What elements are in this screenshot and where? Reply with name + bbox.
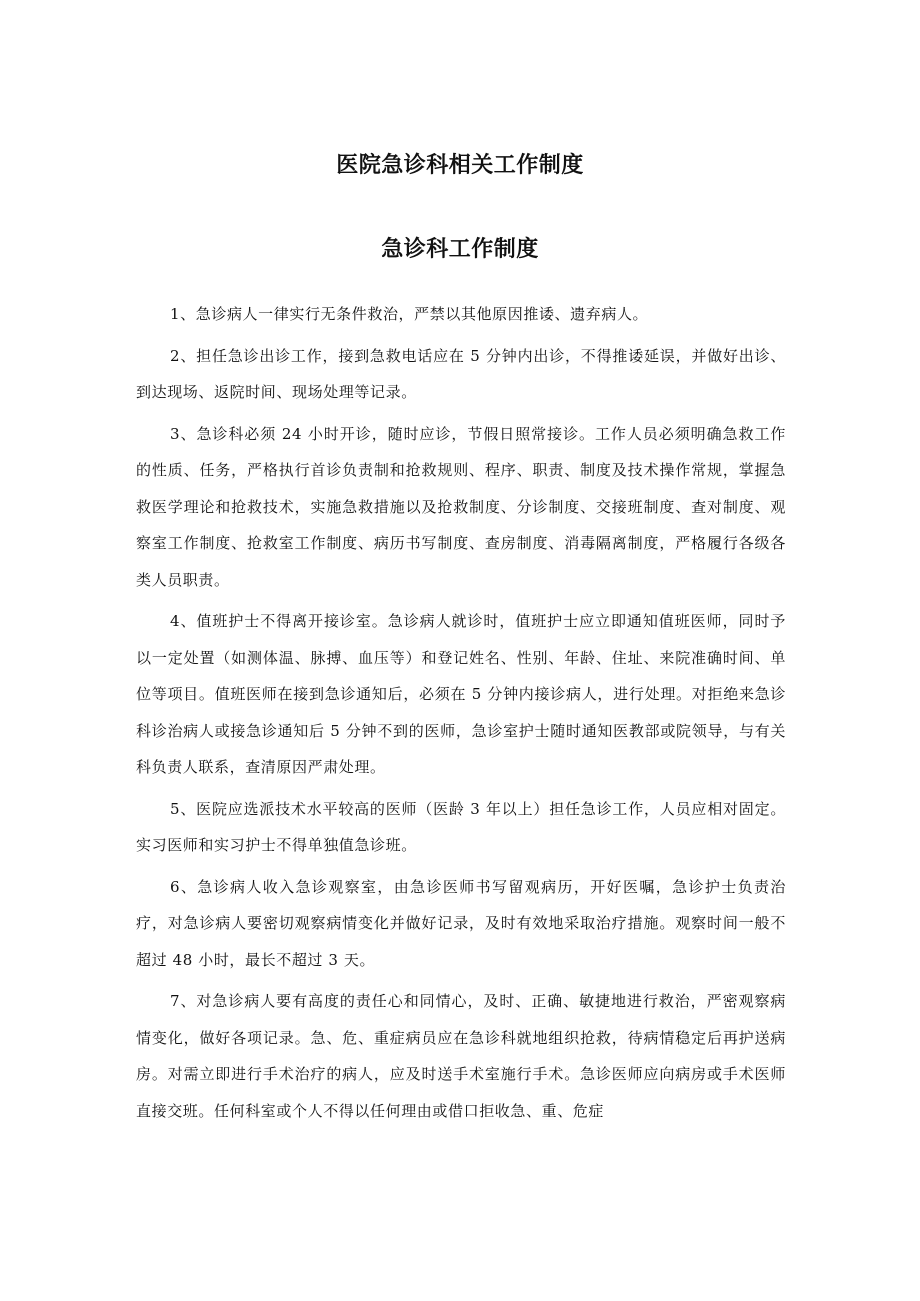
paragraph-2: 2、担任急诊出诊工作，接到急救电话应在 5 分钟内出诊，不得推诿延误，并做好出诊、到达现场、返院时间、现场处理等记录。 xyxy=(136,346,786,401)
paragraph-3: 3、急诊科必须 24 小时开诊，随时应诊，节假日照常接诊。工作人员必须明确急救工作的性质、任务，严格执行首诊负责制和抢救规则、程序、职责、制度及技术操作常规，掌握急救医学理论和抢救技术，实施急救措施以及抢救制度、分诊制度、交接班制度、查对制度、观察室工作制度、抢救室工作制度、病历书写制度、查房制度、消毒隔离制度，严格履行各级各类人员职责。 xyxy=(136,424,786,589)
paragraph-7: 7、对急诊病人要有高度的责任心和同情心，及时、正确、敏捷地进行救治，严密观察病情变化，做好各项记录。急、危、重症病员应在急诊科就地组织抢救，待病情稳定后再护送病房。对需立即进行手术治疗的病人，应及时送手术室施行手术。急诊医师应向病房或手术医师直接交班。任何科室或个人不得以任何理由或借口拒收急、重、危症 xyxy=(136,992,786,1120)
section-title: 急诊科工作制度 xyxy=(381,237,539,262)
paragraph-6: 6、急诊病人收入急诊观察室，由急诊医师书写留观病历，开好医嘱，急诊护士负责治疗，对急诊病人要密切观察病情变化并做好记录，及时有效地采取治疗措施。观察时间一般不超过 48 小时，最长不超过 3 天。 xyxy=(136,877,786,969)
document-body xyxy=(136,296,786,1134)
paragraph-4: 4、值班护士不得离开接诊室。急诊病人就诊时，值班护士应立即通知值班医师，同时予以一定处置（如测体温、脉搏、血压等）和登记姓名、性别、年龄、住址、来院准确时间、单位等项目。值班医师在接到急诊通知后，必须在 5 分钟内接诊病人，进行处理。对拒绝来急诊科诊治病人或接急诊通知后 5 分钟不到的医师，急诊室护士随时通知医教部或院领导，与有关科负责人联系，查清原因严肃处理。 xyxy=(136,612,786,776)
document-title: 医院急诊科相关工作制度 xyxy=(336,153,584,178)
paragraph-1: 1、急诊病人一律实行无条件救治，严禁以其他原因推诿、遗弃病人。 xyxy=(170,305,649,323)
paragraph-5: 5、医院应选派技术水平较高的医师（医龄 3 年以上）担任急诊工作，人员应相对固定。实习医师和实习护士不得单独值急诊班。 xyxy=(136,799,786,854)
